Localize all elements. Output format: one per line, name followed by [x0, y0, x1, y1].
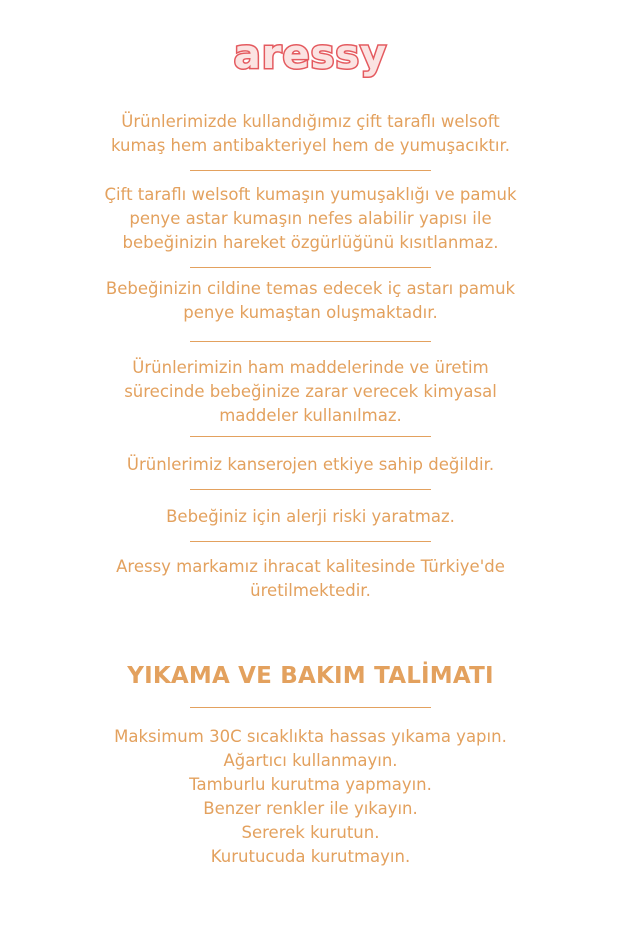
- divider: [190, 436, 431, 437]
- care-instruction: Tamburlu kurutma yapmayın.: [189, 775, 432, 794]
- care-instruction: Benzer renkler ile yıkayın.: [203, 799, 418, 818]
- care-title: YIKAMA VE BAKIM TALİMATI: [127, 663, 494, 689]
- feature-line: Ürünlerimiz kanserojen etkiye sahip değildir.: [126, 455, 495, 474]
- feature-paragraph: [0, 453, 621, 477]
- feature-line: Ürünlerimizde kullandığımız çift taraflı welsoft: [121, 112, 500, 131]
- feature-line: Çift taraflı welsoft kumaşın yumuşaklığı ve pamuk: [104, 185, 517, 204]
- feature-line: Aressy markamız ihracat kalitesinde Türkiye'de: [116, 557, 505, 576]
- care-instruction: Sererek kurutun.: [241, 823, 380, 842]
- feature-line: Bebeğinizin cildine temas edecek iç astarı pamuk: [105, 279, 516, 298]
- divider: [190, 267, 431, 268]
- feature-paragraph: [0, 110, 621, 158]
- feature-line: penye kumaştan oluşmaktadır.: [183, 303, 438, 322]
- divider: [190, 707, 431, 708]
- divider: [190, 541, 431, 542]
- feature-paragraph: [0, 277, 621, 325]
- feature-line: bebeğinizin hareket özgürlüğünü kısıtlanmaz.: [122, 233, 499, 252]
- care-instructions-list: [0, 725, 621, 869]
- feature-paragraph: [0, 183, 621, 255]
- feature-paragraph: [0, 505, 621, 529]
- care-instruction: Kurutucuda kurutmayın.: [210, 847, 411, 866]
- divider: [190, 341, 431, 342]
- feature-line: Ürünlerimizin ham maddelerinde ve üretim: [132, 358, 489, 377]
- feature-paragraph: [0, 555, 621, 603]
- feature-line: penye astar kumaşın nefes alabilir yapısı ile: [129, 209, 492, 228]
- feature-line: Bebeğiniz için alerji riski yaratmaz.: [166, 507, 455, 526]
- care-instruction: Maksimum 30C sıcaklıkta hassas yıkama yapın.: [114, 727, 507, 746]
- feature-line: maddeler kullanılmaz.: [219, 406, 402, 425]
- feature-line: sürecinde bebeğinize zarar verecek kimyasal: [124, 382, 497, 401]
- divider: [190, 170, 431, 171]
- divider: [190, 489, 431, 490]
- brand-logo: [0, 26, 621, 84]
- feature-line: üretilmektedir.: [250, 581, 371, 600]
- feature-line: kumaş hem antibakteriyel hem de yumuşacıktır.: [111, 136, 510, 155]
- care-instruction: Ağartıcı kullanmayın.: [223, 751, 398, 770]
- feature-paragraph: [0, 356, 621, 428]
- brand-logo-text: aressy: [233, 32, 388, 78]
